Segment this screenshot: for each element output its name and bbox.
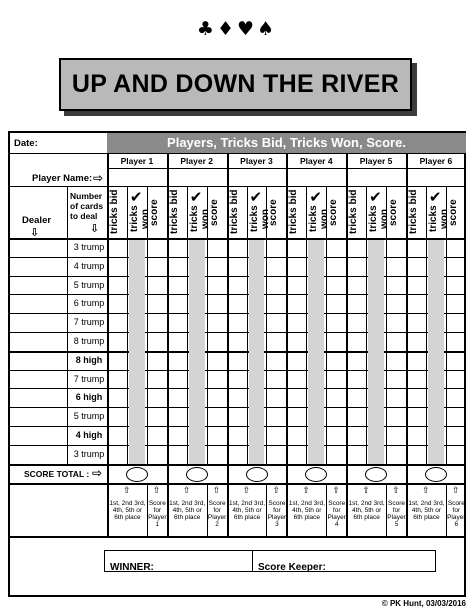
up-arrow-icon: ⇧ [392,485,400,496]
tricks-bid-cell[interactable] [287,352,305,369]
score-cell[interactable] [267,371,285,388]
score-header: score [148,199,160,227]
score-cell[interactable] [387,314,405,331]
score-cell[interactable] [447,389,465,406]
score-header: score [268,199,280,227]
winner-box-divider [252,550,253,572]
score-cell[interactable] [267,446,285,463]
score-header: score [208,199,220,227]
score-cell[interactable] [327,427,345,444]
score-for-caption: Score for Player 6 [447,499,466,528]
score-header: score [388,199,400,227]
check-icon: ✔ [129,188,143,206]
up-arrow-icon: ⇧ [153,485,161,496]
score-cell[interactable] [208,389,226,406]
score-cell[interactable] [208,314,226,331]
tricks-bid-cell[interactable] [108,352,126,369]
tricks-bid-cell[interactable] [108,389,126,406]
score-cell[interactable] [148,295,166,312]
date-label: Date: [14,138,38,149]
cards-label: Number of cards to deal [70,191,104,221]
tricks-bid-cell[interactable] [347,446,365,463]
round-cards-label: 7 trump [73,317,105,328]
tricks-bid-cell[interactable] [287,427,305,444]
tricks-bid-cell[interactable] [347,389,365,406]
tricks-bid-cell[interactable] [168,333,186,350]
score-cell[interactable] [387,352,405,369]
score-cell[interactable] [447,446,465,463]
score-cell[interactable] [447,239,465,256]
check-icon: ✔ [369,188,382,206]
tricks-bid-cell[interactable] [168,371,186,388]
tricks-bid-cell[interactable] [407,314,425,331]
tricks-bid-header: tricks bid [228,189,240,235]
tricks-bid-line [187,186,188,464]
tricks-bid-cell[interactable] [407,352,425,369]
score-for-caption: Score for Player 3 [267,499,287,528]
dealer-cell[interactable] [11,427,66,444]
score-cell[interactable] [447,352,465,369]
player-header: Player 3 [240,156,273,166]
tricks-bid-cell[interactable] [287,295,305,312]
tricks-bid-cell[interactable] [347,333,365,350]
round-cards-label: 3 trump [73,242,105,252]
tricks-bid-cell[interactable] [347,427,365,444]
tricks-bid-cell[interactable] [347,277,365,294]
score-cell[interactable] [267,258,285,275]
round-cards-label: 6 trump [73,298,105,309]
tricks-bid-cell[interactable] [108,408,126,425]
score-keeper-label: Score Keeper: [258,562,326,573]
score-cell[interactable] [148,352,166,369]
score-cell[interactable] [267,314,285,331]
tricks-bid-cell[interactable] [108,446,126,463]
score-cell[interactable] [327,446,345,463]
player-header: Player 6 [419,156,453,166]
tricks-won-header: tricks won [427,205,450,233]
score-cell[interactable] [387,258,405,275]
score-for-caption: Score for Player 1 [148,499,167,528]
score-cell[interactable] [447,314,465,331]
tricks-bid-cell[interactable] [168,295,186,312]
tricks-bid-cell[interactable] [287,239,305,256]
up-arrow-icon: ⇧ [302,485,311,496]
tricks-won-shade [428,240,444,464]
score-cell[interactable] [267,389,285,406]
player-header: Player 5 [359,156,393,166]
round-cards-label: 4 high [75,430,103,440]
place-caption: 1st, 2nd 3rd, 4th, 5th or 6th place [288,499,325,521]
copyright: © PK Hunt, 03/03/2016 [381,599,466,608]
player-name-input[interactable] [109,169,165,185]
tricks-bid-cell[interactable] [407,389,425,406]
tricks-bid-cell[interactable] [407,333,425,350]
tricks-bid-cell[interactable] [347,258,365,275]
winner-label: WINNER: [110,562,154,573]
score-cell[interactable] [148,239,166,256]
tricks-bid-line [426,186,427,464]
check-icon: ✔ [249,188,263,206]
tricks-bid-cell[interactable] [287,371,305,388]
score-cell[interactable] [267,427,285,444]
score-cell[interactable] [148,333,166,350]
tricks-bid-cell[interactable] [228,389,246,406]
dealer-cell[interactable] [11,239,66,256]
tricks-bid-cell[interactable] [407,427,425,444]
up-arrow-icon: ⇧ [123,485,131,496]
round-cards-label: 5 trump [73,411,105,422]
score-cell[interactable] [267,295,285,312]
score-cell[interactable] [148,446,166,463]
up-arrow-icon: ⇧ [242,485,251,496]
tricks-bid-cell[interactable] [228,352,246,369]
score-cell[interactable] [447,427,465,444]
score-cell[interactable] [148,314,166,331]
dealer-cell[interactable] [11,389,66,406]
tricks-bid-cell[interactable] [168,239,186,256]
card-suits-icon: ♣♦♥♠ [196,18,278,40]
tricks-bid-cell[interactable] [228,427,246,444]
tricks-bid-cell[interactable] [168,277,186,294]
tricks-bid-header: tricks bid [109,189,120,235]
player-name-input[interactable] [408,169,464,185]
banner: Players, Tricks Bid, Tricks Won, Score. [107,133,466,153]
tricks-won-header: tricks won [188,205,211,233]
dealer-cell[interactable] [11,408,66,425]
tricks-bid-cell[interactable] [108,333,126,350]
score-cell[interactable] [327,352,345,369]
dealer-cell[interactable] [11,258,66,275]
tricks-bid-cell[interactable] [108,427,126,444]
player-header: Player 1 [120,156,154,166]
tricks-bid-cell[interactable] [407,371,425,388]
score-cell[interactable] [148,408,166,425]
tricks-bid-cell[interactable] [168,314,186,331]
tricks-won-shade [368,240,384,464]
tricks-bid-header: tricks bid [408,189,419,235]
tricks-bid-cell[interactable] [407,408,425,425]
player-name-input[interactable] [288,169,344,185]
up-arrow-icon: ⇧ [332,485,340,496]
tricks-bid-cell[interactable] [347,295,365,312]
page-title: UP AND DOWN THE RIVER [71,70,400,98]
score-cell[interactable] [327,389,345,406]
round-cards-label: 8 high [75,354,103,365]
score-total-oval[interactable] [186,467,208,482]
score-cell[interactable] [447,295,465,312]
tricks-bid-cell[interactable] [168,258,186,275]
column-header-divider [10,186,466,187]
dealer-cell[interactable] [11,446,66,463]
score-for-caption: Score for Player 5 [387,499,406,528]
tricks-bid-cell[interactable] [407,258,425,275]
score-cell[interactable] [208,446,226,463]
tricks-bid-cell[interactable] [347,352,365,369]
score-total-oval[interactable] [305,467,327,482]
place-caption: 1st, 2nd 3rd, 4th, 5th or 6th place [109,499,146,521]
score-cell[interactable] [267,352,285,369]
tricks-bid-cell[interactable] [228,408,246,425]
player-name-input[interactable] [229,169,285,185]
tricks-bid-line [366,186,367,464]
score-total-oval[interactable] [365,467,387,482]
score-cell[interactable] [387,277,405,294]
tricks-bid-cell[interactable] [168,446,186,463]
footer-divider [10,483,466,485]
tricks-bid-cell[interactable] [228,295,246,312]
dealer-cell[interactable] [11,333,66,350]
score-cell[interactable] [208,333,226,350]
tricks-won-header: tricks won [128,205,151,233]
dealer-cell[interactable] [11,277,66,294]
round-cards-label: 8 trump [73,336,105,346]
tricks-bid-cell[interactable] [287,258,305,275]
tricks-bid-cell[interactable] [287,314,305,331]
round-cards-label: 4 trump [73,260,105,271]
score-for-caption: Score for Player 4 [327,499,346,528]
up-arrow-icon: ⇧ [422,485,430,496]
place-caption: 1st, 2nd 3rd, 4th, 5th or 6th place [169,499,206,521]
tricks-bid-cell[interactable] [228,239,246,256]
score-cell[interactable] [387,389,405,406]
score-cell[interactable] [208,277,226,294]
score-total-label: SCORE TOTAL : [24,468,90,479]
score-cell[interactable] [387,446,405,463]
score-cell[interactable] [208,427,226,444]
score-total-oval[interactable] [425,467,447,482]
tricks-bid-cell[interactable] [287,446,305,463]
tricks-bid-cell[interactable] [287,389,305,406]
round-cards-label: 5 trump [73,279,105,290]
tricks-bid-line [247,186,248,464]
tricks-bid-cell[interactable] [347,371,365,388]
score-cell[interactable] [148,258,166,275]
tricks-bid-cell[interactable] [228,314,246,331]
player-header: Player 2 [180,156,213,166]
total-divider [10,464,466,466]
score-header: score [447,199,459,227]
down-arrow-icon: ⇩ [30,226,40,239]
score-cell[interactable] [148,427,166,444]
score-cell[interactable] [447,258,465,275]
tricks-bid-cell[interactable] [228,333,246,350]
tricks-won-shade [189,240,205,464]
score-cell[interactable] [208,239,226,256]
score-cell[interactable] [447,371,465,388]
tricks-won-header: tricks won [368,205,391,233]
score-cell[interactable] [148,371,166,388]
score-cell[interactable] [387,408,405,425]
player-name-input[interactable] [348,169,404,185]
player-name-label: Player Name: [32,173,93,184]
down-arrow-icon: ⇩ [90,222,100,235]
tricks-bid-cell[interactable] [108,258,126,275]
tricks-bid-header: tricks bid [288,189,300,235]
score-cell[interactable] [267,277,285,294]
score-cell[interactable] [267,239,285,256]
place-caption: 1st, 2nd 3rd, 4th, 5th or 6th place [348,499,385,521]
tricks-bid-line [127,186,128,464]
tricks-bid-cell[interactable] [168,389,186,406]
score-cell[interactable] [447,408,465,425]
score-cell[interactable] [327,314,345,331]
up-arrow-icon: ⇧ [452,485,460,496]
score-sheet [8,131,466,597]
tricks-bid-cell[interactable] [407,295,425,312]
tricks-bid-cell[interactable] [168,352,186,369]
tricks-won-shade [249,240,265,464]
tricks-won-shade [308,240,324,464]
player-header: Player 4 [299,156,333,166]
score-cell[interactable] [327,277,345,294]
tricks-bid-cell[interactable] [228,277,246,294]
score-cell[interactable] [387,427,405,444]
score-header: score [328,199,340,227]
score-cell[interactable] [148,389,166,406]
tricks-bid-cell[interactable] [228,258,246,275]
score-for-caption: Score for Player 2 [207,499,227,528]
tricks-won-shade [129,240,145,464]
round-cards-label: 3 trump [73,448,105,459]
tricks-bid-cell[interactable] [108,277,126,294]
player-name-input[interactable] [169,169,225,185]
up-arrow-icon: ⇧ [182,485,191,496]
up-arrow-icon: ⇧ [272,485,281,496]
score-cell[interactable] [447,333,465,350]
tricks-bid-cell[interactable] [108,371,126,388]
place-caption: 1st, 2nd 3rd, 4th, 5th or 6th place [408,499,445,521]
round-cards-label: 7 trump [73,373,105,384]
tricks-bid-cell[interactable] [407,239,425,256]
tricks-bid-cell[interactable] [347,314,365,331]
score-cell[interactable] [387,333,405,350]
check-icon: ✔ [189,188,203,206]
score-total-oval[interactable] [126,467,148,482]
score-cell[interactable] [387,239,405,256]
score-cell[interactable] [327,333,345,350]
score-cell[interactable] [327,371,345,388]
round-cards-label: 6 high [75,392,103,403]
winner-divider [10,536,466,538]
score-cell[interactable] [327,408,345,425]
tricks-bid-cell[interactable] [228,371,246,388]
score-cell[interactable] [387,371,405,388]
tricks-bid-cell[interactable] [108,295,126,312]
tricks-bid-cell[interactable] [168,427,186,444]
tricks-bid-cell[interactable] [407,277,425,294]
up-arrow-icon: ⇧ [362,485,370,496]
tricks-bid-header: tricks bid [168,189,180,235]
tricks-bid-cell[interactable] [168,408,186,425]
tricks-bid-cell[interactable] [347,408,365,425]
score-cell[interactable] [208,371,226,388]
tricks-won-header: tricks won [308,205,331,233]
tricks-bid-cell[interactable] [228,446,246,463]
score-cell[interactable] [387,295,405,312]
dealer-cell[interactable] [11,314,66,331]
tricks-won-header: tricks won [248,205,271,233]
score-cell[interactable] [208,408,226,425]
tricks-bid-cell[interactable] [108,239,126,256]
score-cell[interactable] [327,239,345,256]
check-icon: ✔ [428,188,442,206]
tricks-bid-header: tricks bid [348,189,360,235]
tricks-bid-cell[interactable] [287,277,305,294]
dealer-cell[interactable] [11,371,66,388]
up-arrow-icon: ⇧ [212,485,221,496]
score-cell[interactable] [327,258,345,275]
score-cell[interactable] [208,258,226,275]
tricks-bid-cell[interactable] [287,408,305,425]
score-cell[interactable] [447,277,465,294]
place-caption: 1st, 2nd 3rd, 4th, 5th or 6th place [228,499,266,521]
score-cell[interactable] [267,333,285,350]
dealer-label: Dealer [22,215,52,226]
score-cell[interactable] [327,295,345,312]
tricks-bid-cell[interactable] [347,239,365,256]
score-cell[interactable] [267,408,285,425]
title-box [59,58,412,111]
dealer-cell[interactable] [11,352,66,369]
right-arrow-icon: ⇨ [92,465,103,480]
score-total-oval[interactable] [246,467,268,482]
tricks-bid-cell[interactable] [108,314,126,331]
tricks-bid-cell[interactable] [407,446,425,463]
tricks-bid-cell[interactable] [287,333,305,350]
dealer-cell[interactable] [11,295,66,312]
check-icon: ✔ [309,188,322,206]
score-cell[interactable] [148,277,166,294]
score-cell[interactable] [208,295,226,312]
right-arrow-icon: ⇨ [93,171,104,185]
score-cell[interactable] [208,352,226,369]
